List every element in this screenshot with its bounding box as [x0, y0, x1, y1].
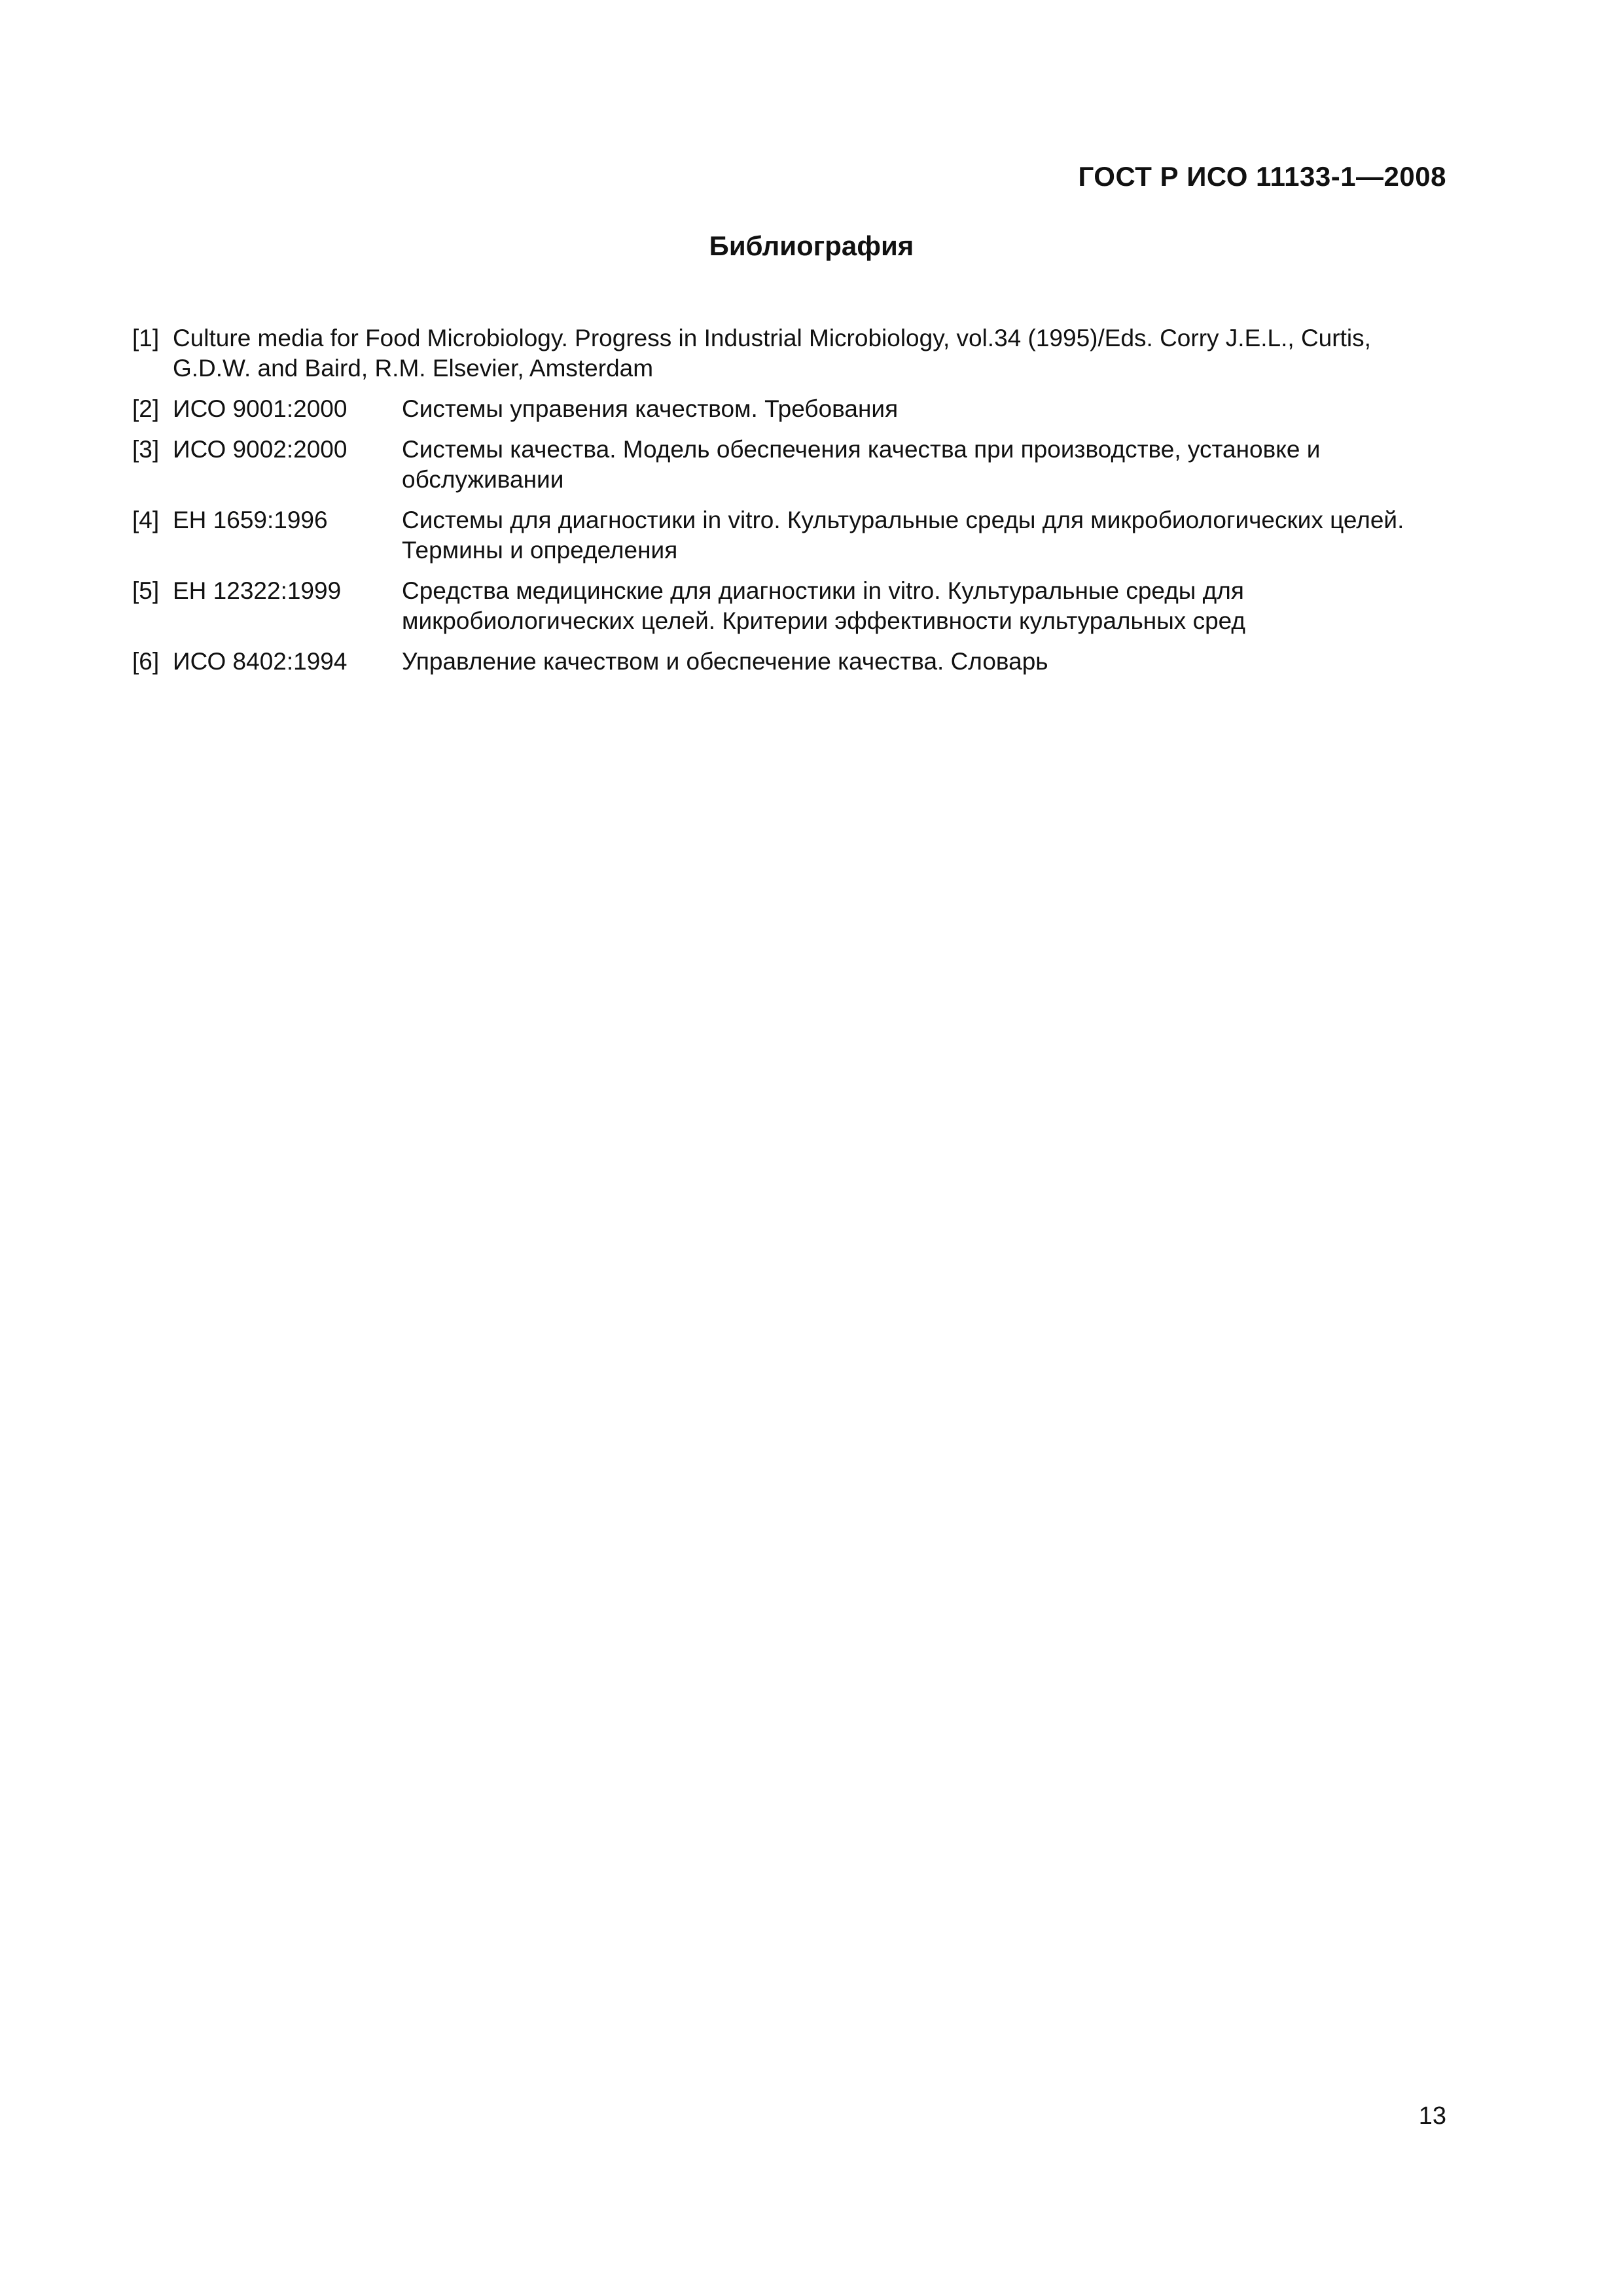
- document-code: ГОСТ Р ИСО 11133-1—2008: [1078, 161, 1446, 192]
- reference-item: [132, 394, 1448, 424]
- reference-code: ИСО 9002:2000: [173, 436, 348, 463]
- reference-item: [132, 505, 1448, 565]
- reference-number: [1]: [132, 325, 160, 351]
- reference-code: ЕН 12322:1999: [173, 577, 342, 604]
- reference-item: [132, 323, 1448, 384]
- reference-number: [6]: [132, 648, 160, 675]
- reference-code: ЕН 1659:1996: [173, 507, 328, 533]
- reference-item: [132, 576, 1448, 636]
- reference-number: [2]: [132, 395, 160, 422]
- reference-text: Системы качества. Модель обеспечения качества при производстве, установке и обслуживании: [402, 436, 1321, 493]
- reference-item: [132, 435, 1448, 495]
- bibliography-list: [132, 323, 1448, 687]
- reference-item: [132, 647, 1448, 677]
- section-title: Библиография: [709, 230, 914, 261]
- page-number: 13: [1418, 2102, 1446, 2130]
- reference-text: Системы для диагностики in vitro. Культуральные среды для микробиологических целей. Термины и определения: [402, 507, 1404, 564]
- reference-number: [4]: [132, 507, 160, 533]
- reference-text: Culture media for Food Microbiology. Progress in Industrial Microbiology, vol.34 (1995)/Eds. Corry J.E.L., Curtis, G.D.W. and Baird, R.M. Elsevier, Amsterdam: [173, 325, 1371, 382]
- reference-text: Системы управения качеством. Требования: [402, 395, 899, 422]
- reference-text: Средства медицинские для диагностики in vitro. Культуральные среды для микробиологических целей. Критерии эффективности культуральных сред: [402, 577, 1246, 634]
- reference-number: [3]: [132, 436, 160, 463]
- reference-number: [5]: [132, 577, 160, 604]
- reference-code: ИСО 8402:1994: [173, 648, 348, 675]
- reference-code: ИСО 9001:2000: [173, 395, 348, 422]
- reference-text: Управление качеством и обеспечение качества. Словарь: [402, 648, 1048, 675]
